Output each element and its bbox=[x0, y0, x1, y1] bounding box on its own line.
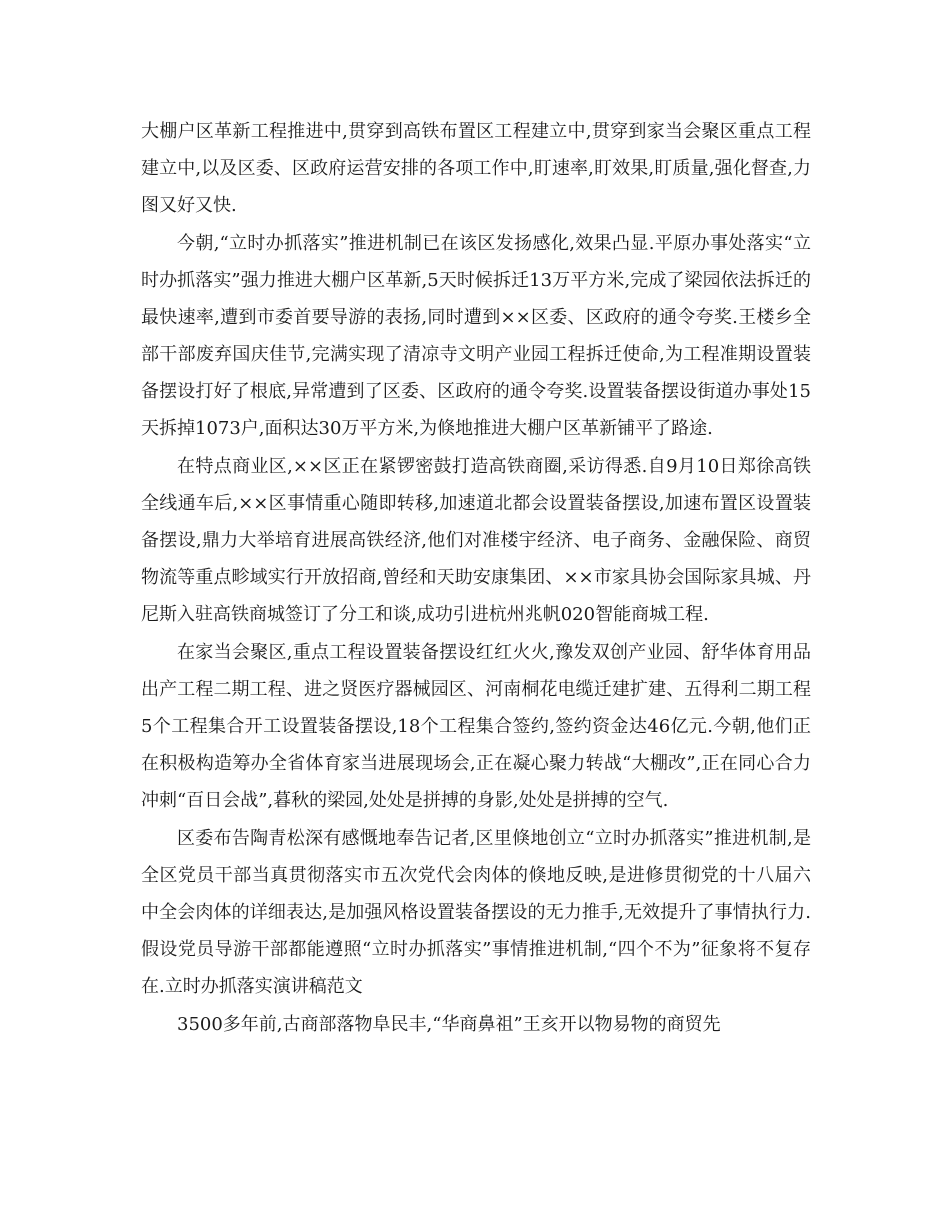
paragraph-4: 在家当会聚区,重点工程设置装备摆设红红火火,豫发双创产业园、舒华体育用品出产工程二期工程、进之贤医疗器械园区、河南桐花电缆迁建扩建、五得利二期工程5个工程集合开工设置装备摆设,18个工程集合签约,签约资金达46亿元.今朝,他们正在积极构造筹办全省体育家当进展现场会,正在凝心聚力转战“大棚改”,正在同心合力冲刺“百日会战”,暮秋的梁园,处处是拼搏的身影,处处是拼搏的空气. bbox=[141, 642, 811, 811]
paragraph-1: 大棚户区革新工程推进中,贯穿到高铁布置区工程建立中,贯穿到家当会聚区重点工程建立中,以及区委、区政府运营安排的各项工作中,盯速率,盯效果,盯质量,强化督查,力图又好又快. bbox=[141, 121, 811, 216]
paragraph-5: 区委布告陶青松深有感慨地奉告记者,区里倏地创立“立时办抓落实”推进机制,是全区党员干部当真贯彻落实市五次党代会肉体的倏地反映,是进修贯彻党的十八届六中全会肉体的详细表达,是加强风格设置装备摆设的无力推手,无效提升了事情执行力.假设党员导游干部都能遵照“立时办抓落实”事情推进机制,“四个不为”征象将不复存在.立时办抓落实演讲稿范文 bbox=[141, 828, 811, 997]
paragraph-6: 3500多年前,古商部落物阜民丰,“华商鼻祖”王亥开以物易物的商贸先 bbox=[177, 1014, 721, 1035]
paragraph-3: 在特点商业区,××区正在紧锣密鼓打造高铁商圈,采访得悉.自9月10日郑徐高铁全线通车后,××区事情重心随即转移,加速道北都会设置装备摆设,加速布置区设置装备摆设,鼎力大举培育进展高铁经济,他们对准楼宇经济、电子商务、金融保险、商贸物流等重点畛域实行开放招商,曾经和天助安康集团、××市家具协会国际家具城、丹尼斯入驻高铁商城签订了分工和谈,成功引进杭州兆帆020智能商城工程. bbox=[141, 456, 811, 625]
document-body bbox=[141, 113, 811, 1044]
paragraph-2: 今朝,“立时办抓落实”推进机制已在该区发扬感化,效果凸显.平原办事处落实“立时办抓落实”强力推进大棚户区革新,5天时候拆迁13万平方米,完成了梁园依法拆迁的最快速率,遭到市委首要导游的表扬,同时遭到××区委、区政府的通令夸奖.王楼乡全部干部废弃国庆佳节,完满实现了清凉寺文明产业园工程拆迁使命,为工程准期设置装备摆设打好了根底,异常遭到了区委、区政府的通令夸奖.设置装备摆设街道办事处15天拆掉1073户,面积达30万平方米,为倏地推进大棚户区革新铺平了路途. bbox=[141, 233, 811, 439]
